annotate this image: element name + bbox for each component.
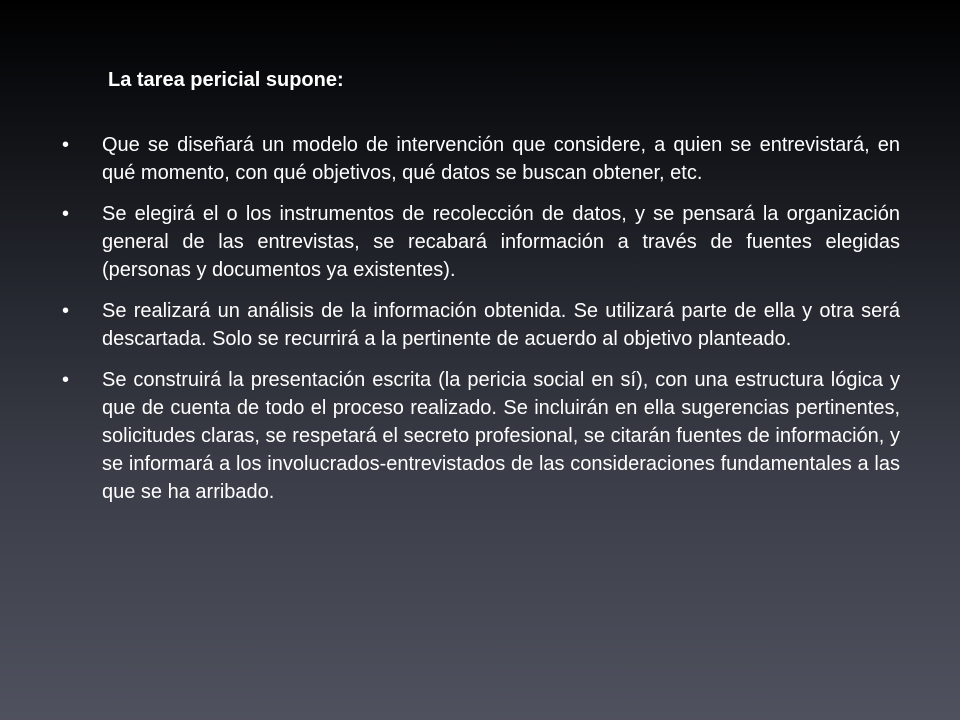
- list-item: [62, 366, 900, 506]
- list-item: [62, 131, 900, 187]
- slide-title: La tarea pericial supone:: [108, 69, 344, 91]
- bullet-icon: •: [62, 369, 70, 391]
- bullet-text: Se realizará un análisis de la información obtenida. Se utilizará parte de ella y otra será descartada. Solo se recurrirá a la pertinente de acuerdo al objetivo planteado.: [102, 300, 900, 350]
- bullet-icon: •: [62, 203, 70, 225]
- bullet-text: Se construirá la presentación escrita (la pericia social en sí), con una estructura lógica y que de cuenta de todo el proceso realizado. Se incluirán en ella sugerencias pertinentes, solicitudes claras, se respetará el secreto profesional, se citarán fuentes de información, y se informará a los involucrados-entrevistados de las consideraciones fundamentales a las que se ha arribado.: [102, 369, 900, 503]
- bullet-icon: •: [62, 134, 70, 156]
- bullet-icon: •: [62, 300, 70, 322]
- bullet-list: [62, 131, 900, 519]
- list-item: [62, 200, 900, 284]
- bullet-text: Se elegirá el o los instrumentos de recolección de datos, y se pensará la organización general de las entrevistas, se recabará información a través de fuentes elegidas (personas y documentos ya existentes).: [102, 203, 900, 281]
- list-item: [62, 297, 900, 353]
- bullet-text: Que se diseñará un modelo de intervención que considere, a quien se entrevistará, en qué momento, con qué objetivos, qué datos se buscan obtener, etc.: [102, 134, 900, 184]
